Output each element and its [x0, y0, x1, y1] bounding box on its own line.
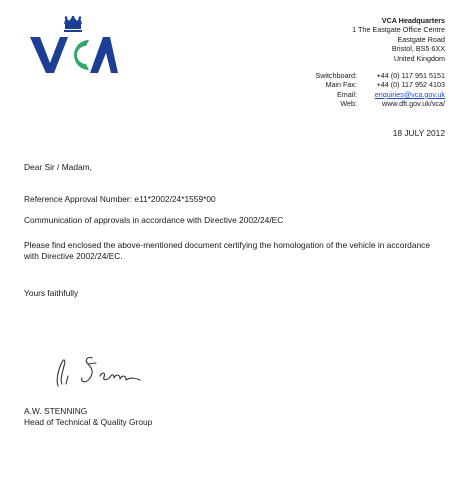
hq-title: VCA Headquarters — [381, 16, 445, 25]
signatory-block — [24, 406, 152, 427]
salutation: Dear Sir / Madam, — [24, 162, 92, 172]
hq-address — [352, 16, 445, 63]
contact-row-fax — [297, 80, 445, 89]
address-line: Eastgate Road — [397, 34, 445, 44]
contact-value: +44 (0) 117 952 4103 — [376, 80, 445, 90]
reference-number: Reference Approval Number: e11*2002/24*1559*00 — [24, 194, 216, 204]
body-paragraph: Please find enclosed the above-mentioned document certifying the homologation of the vehicle in accordance with Directive 2002/24/EC. — [24, 240, 430, 261]
crown-icon — [64, 16, 82, 32]
contact-details — [297, 71, 445, 109]
closing: Yours faithfully — [24, 288, 79, 298]
address-line: United Kingdom — [393, 53, 445, 63]
contact-label: Email: — [337, 89, 357, 99]
contact-label: Switchboard: — [315, 71, 357, 80]
contact-value: +44 (0) 117 951 5151 — [376, 71, 445, 80]
contact-value — [363, 90, 445, 99]
contact-label: Main Fax: — [325, 80, 357, 90]
contact-row-email — [297, 90, 445, 99]
contact-label: Web: — [340, 99, 357, 109]
letter-date: 18 JULY 2012 — [392, 128, 445, 138]
signatory-name: A.W. STENNING — [24, 406, 88, 416]
address-line: Bristol, BS5 6XX — [391, 44, 445, 54]
communication-line: Communication of approvals in accordance with Directive 2002/24/EC — [24, 215, 284, 225]
email-link[interactable]: enquiries@vca.gov.uk — [374, 89, 445, 99]
contact-row-web — [297, 99, 445, 108]
web-address: www.dft.gov.uk/vca/ — [382, 99, 445, 109]
address-line: 1 The Eastgate Office Centre — [352, 25, 445, 35]
handwritten-signature — [44, 350, 174, 390]
signatory-title: Head of Technical & Quality Group — [24, 416, 153, 427]
vca-logo — [28, 16, 118, 78]
vca-letters — [30, 37, 118, 73]
contact-row-switchboard — [297, 71, 445, 80]
